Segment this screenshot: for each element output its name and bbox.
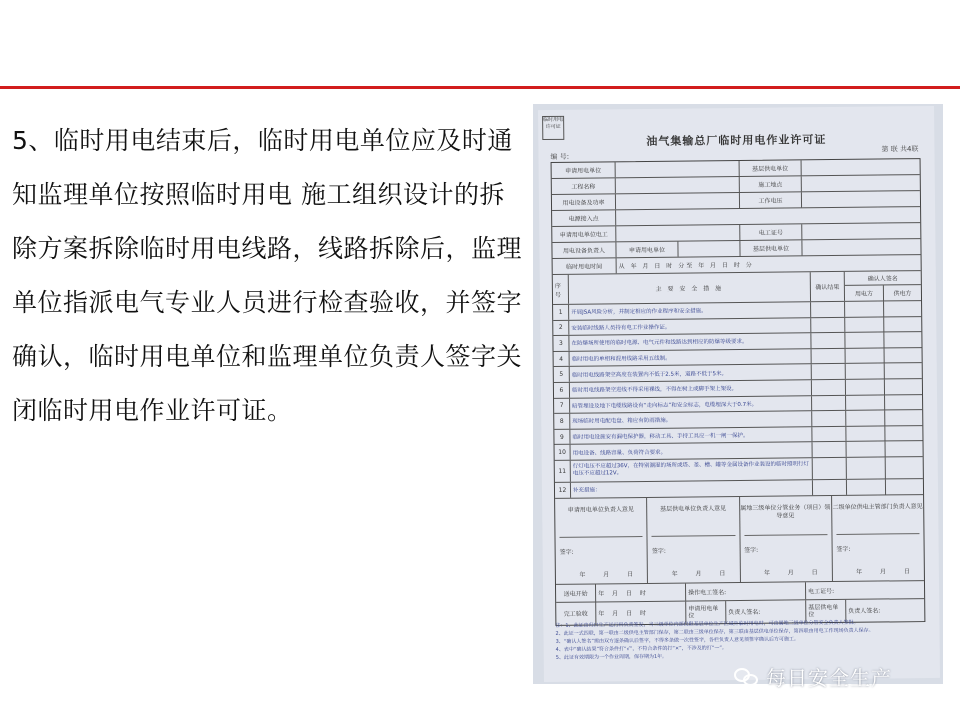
info-label: 电源接入点 [552, 210, 616, 226]
col-signers-sub [845, 285, 921, 301]
info-value [802, 175, 920, 191]
measure-user [846, 426, 885, 441]
info-label: 基层供电单位 [740, 240, 802, 256]
measure-confirm [811, 333, 845, 348]
measure-supplier [885, 348, 922, 363]
info-value [616, 207, 920, 225]
applicant-sign: 负责人签名: [726, 600, 806, 623]
measure-confirm [811, 302, 845, 317]
signoff-line [836, 533, 919, 535]
signoff-title: 基层供电单位负责人意见 [660, 504, 727, 513]
sign-label: 签字: [744, 546, 759, 554]
sign-label: 签字: [559, 548, 574, 556]
measure-text: 暗管埋设及地下电缆线路设有“走向标志”和安全标志，电缆埋深大于0.7米。 [570, 396, 812, 413]
measure-text: 临时用电设施安有漏电保护器，移动工具、手持工具应一机一闸一保护。 [570, 427, 812, 444]
measure-confirm [812, 411, 846, 426]
signoff-col [647, 497, 740, 583]
measure-confirm [812, 349, 846, 364]
col-supplier: 供电方 [893, 290, 912, 298]
measure-text: 补充措施： [571, 480, 813, 497]
measure-confirm [812, 380, 846, 395]
note-line: 5、此证有效期限为一个作业周期，保存期为1年。 [555, 653, 668, 661]
measure-user [845, 333, 884, 348]
measure-user [846, 411, 885, 426]
measure-confirm [813, 458, 847, 479]
form-notes [555, 618, 925, 662]
info-label: 临时用电时间 [553, 258, 617, 274]
measure-no: 8 [554, 414, 570, 429]
info-value [802, 223, 920, 239]
info-label: 工程名称 [552, 178, 616, 194]
sign-date: 年 月 日 [671, 569, 734, 578]
body-paragraph: 5、临时用电结束后，临时用电单位应及时通知监理单位按照临时用电 施工组织设计的拆除方案拆除临时用电线路，线路拆除后，监理单位指派电气专业人员进行检查验收，并签字确认，临时用电单位和监理单位负责人签字关闭临时用电作业许可证。 [12, 126, 523, 425]
measure-no: 11 [555, 461, 571, 482]
measure-user [846, 395, 885, 410]
measure-text: 在防爆场所使用的临时电源、电气元件和线路达到相应的防爆等级要求。 [569, 333, 811, 350]
measure-user [847, 457, 886, 478]
measure-user [845, 301, 884, 316]
measure-no: 5 [554, 367, 570, 382]
signoff-section [555, 495, 924, 585]
measure-user [847, 479, 886, 494]
measure-text: 现场临时用电配电盘、箱应有防雨措施。 [570, 411, 812, 428]
stamp-mark: 临时用电许可证 [542, 116, 564, 140]
info-value [616, 193, 740, 209]
signoff-line [744, 534, 827, 536]
info-value [616, 161, 740, 177]
form-title: 油气集输总厂临时用电作业许可证 [646, 133, 827, 148]
info-value [802, 191, 920, 207]
measure-text: 临时用电线路架空进线不得采用裸线，不得在树上或脚手架上架设。 [570, 380, 812, 397]
measure-user [847, 442, 886, 457]
info-label: 基层供电单位 [740, 160, 802, 176]
measure-user [845, 317, 884, 332]
measure-no: 3 [553, 336, 569, 351]
col-user: 用电方 [845, 285, 884, 300]
measure-user [846, 379, 885, 394]
signoff-line [652, 535, 735, 537]
sign-date: 年 月 日 [763, 568, 826, 577]
operator-sign: 操作电工签名: [686, 582, 806, 600]
form-number-label: 编 号: [550, 152, 570, 161]
time-range: 从 年 月 日 时 分至 年 月 日 时 分 [618, 261, 754, 271]
measure-no: 6 [554, 383, 570, 398]
measure-text: 用电设备、线路容量、负荷符合要求。 [571, 443, 813, 460]
measure-confirm [812, 364, 846, 379]
form-copy-label: 第 联 共4联 [881, 145, 919, 154]
info-label: 用电设备负责人 [552, 242, 616, 258]
permit-form-photo [533, 104, 943, 684]
measure-no: 10 [555, 445, 571, 460]
measures-header [553, 271, 921, 305]
measure-supplier [886, 479, 923, 494]
info-label: 申请用电单位电工 [552, 226, 616, 242]
measure-no: 9 [554, 430, 570, 445]
measure-confirm [811, 317, 845, 332]
measure-no: 4 [554, 352, 570, 367]
measure-user [846, 364, 885, 379]
note-line: 注：1、此证由归口生产运行科负责签发，当三级单位内部仅限基层单位生产区域外临时用电时，可由属地三级单位分管安全负责人签批。 [555, 619, 859, 629]
measure-text: 临时用电线路架空高度在装置内不低于2.5米，道路不低于5米。 [570, 365, 812, 382]
sign-date: 年 月 日 [856, 567, 918, 576]
supplier-sign: 负责人签名: [848, 607, 881, 615]
col-signers [845, 271, 921, 301]
info-label: 申请用电单位 [616, 242, 678, 258]
measure-no: 2 [553, 320, 569, 335]
measure-text: 开展JSA风险分析，并制定相应的作业程序和安全措施。 [569, 302, 811, 319]
measure-text: 安装临时线路人员持有电工作业操作证。 [569, 318, 811, 335]
measure-supplier [884, 317, 921, 332]
measure-supplier [886, 457, 923, 478]
measure-supplier [885, 395, 922, 410]
measure-no: 12 [555, 483, 571, 498]
wechat-icon [734, 666, 760, 688]
measure-user [846, 348, 885, 363]
signoff-col [740, 496, 833, 582]
power-on-label: 送电开始 [556, 584, 596, 601]
measure-supplier [885, 379, 922, 394]
measure-supplier [885, 426, 922, 441]
measure-no: 1 [553, 305, 569, 320]
signoff-col [555, 497, 648, 583]
measure-supplier [886, 441, 923, 456]
sign-label: 签字: [836, 545, 851, 553]
info-label: 申请用电单位 [552, 162, 616, 178]
watermark-text: 每日安全生产 [766, 666, 892, 690]
measure-confirm [812, 395, 846, 410]
acceptance-time: 年 月 日 时 [596, 601, 686, 624]
info-value [802, 239, 920, 255]
signoff-title: 二级单位供电主管部门负责人意见 [832, 502, 923, 511]
form-grid [551, 158, 926, 625]
note-line: 2、此证一式四联，第一联由二级供电主管部门保存，第二联由三级单位保存，第三联由基层供电单位保存，第四联由用电工作现场负责人保存。 [555, 627, 874, 637]
supplier-unit: 基层供电单位 [806, 599, 846, 621]
wechat-watermark [734, 662, 892, 691]
info-label: 用电设备及功率 [552, 194, 616, 210]
col-signers-title: 确认人签名 [845, 271, 921, 286]
acceptance-label: 完工验收 [556, 602, 596, 624]
col-measures: 主 要 安 全 措 施 [569, 272, 811, 304]
info-value [678, 241, 740, 257]
measure-text: 临时用电的单相和混用线路采用五线制。 [570, 349, 812, 366]
applicant-unit: 申请用电单位 [686, 601, 726, 623]
info-label: 电工证号 [740, 224, 802, 240]
permit-paper [538, 106, 940, 682]
measure-confirm [812, 427, 846, 442]
sign-label: 签字: [651, 547, 666, 555]
info-label: 工作电压 [740, 192, 802, 208]
info-value [802, 159, 920, 175]
col-no: 序号 [553, 275, 569, 304]
signoff-col [832, 495, 924, 581]
power-on-time: 年 月 日 时 [596, 583, 686, 601]
measure-supplier [885, 363, 922, 378]
info-label: 施工地点 [740, 176, 802, 192]
measure-supplier [884, 301, 921, 316]
measure-confirm [813, 480, 847, 495]
electrician-cert: 电工证号: [808, 587, 835, 595]
col-confirm: 确认结果 [811, 272, 845, 301]
signoff-title: 属地三级单位分管业务（项目）领导意见 [740, 503, 831, 520]
info-value [616, 225, 740, 241]
sign-date: 年 月 日 [579, 570, 642, 579]
note-line: 3、“确认人签名”需由双方逐条确认后签字，不得多条做一次性签字，各栏负责人意见须签字确认后方可施工。 [555, 636, 799, 645]
measure-confirm [813, 442, 847, 457]
header-rule [0, 86, 960, 89]
signoff-title: 申请用电单位负责人意见 [567, 505, 634, 514]
measure-supplier [885, 410, 922, 425]
measure-supplier [884, 332, 921, 347]
note-line: 4、表中“确认结果”符合条件打“√”，不符合条件的打“×”，不涉及的打“—”。 [555, 645, 727, 653]
info-value [616, 177, 740, 193]
measure-no: 7 [554, 398, 570, 413]
measure-text: 行灯电压不应超过36V，在特别潮湿的场所或塔、釜、槽、罐等金属设备作业装设的临时照明行灯电压不应超过12V。 [571, 458, 813, 482]
signoff-line [559, 536, 642, 538]
